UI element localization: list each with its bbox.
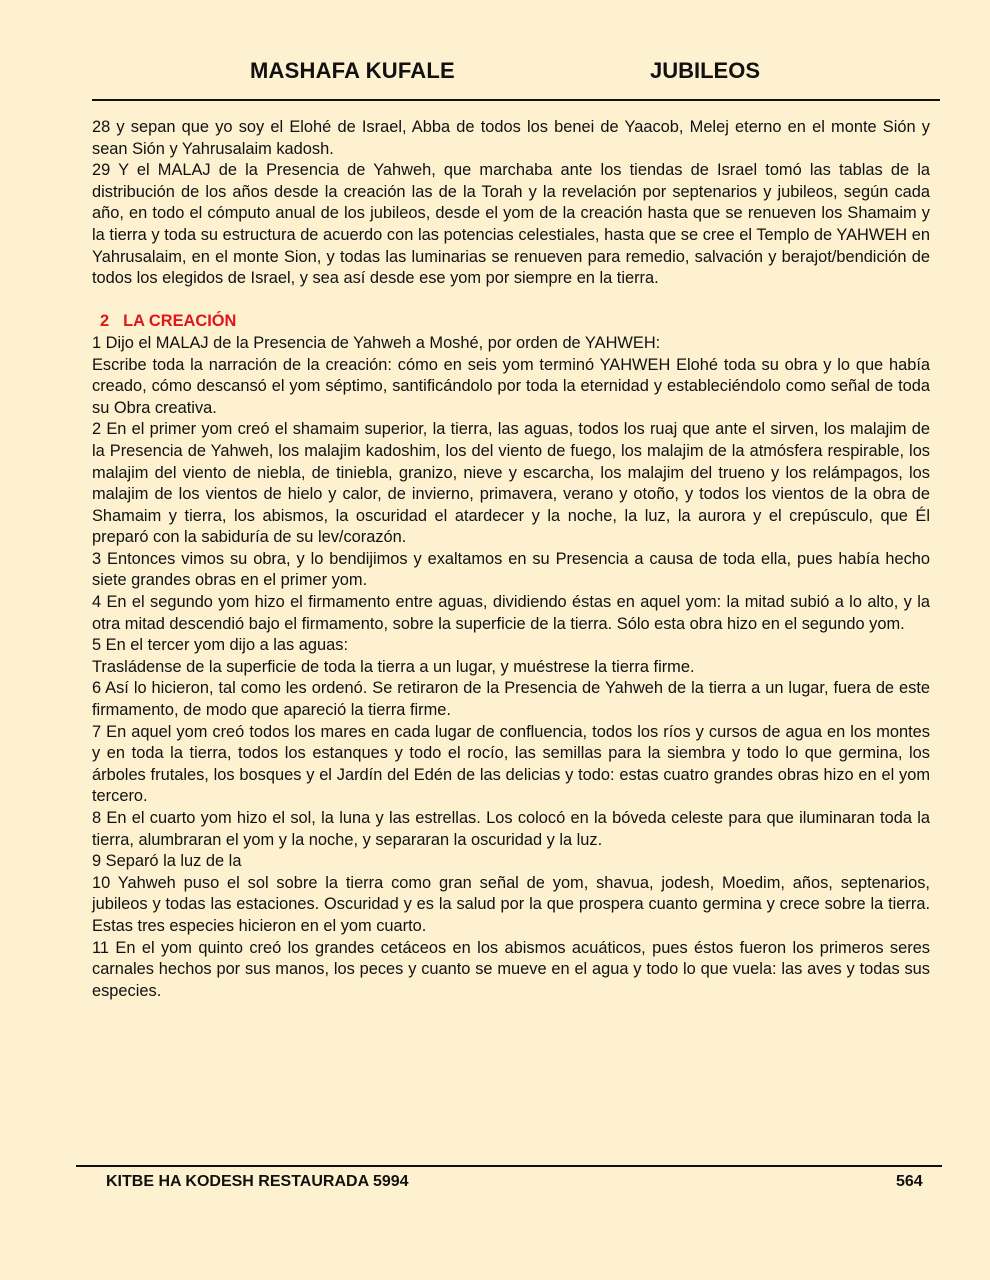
verse-paragraph: 8 En el cuarto yom hizo el sol, la luna y las estrellas. Los colocó en la bóveda celeste para que iluminaran toda la tierra, alumbraran el yom y la noche, y separaran la oscuridad y la luz. xyxy=(92,809,930,849)
footer-book-title: KITBE HA KODESH RESTAURADA 5994 xyxy=(106,1173,409,1190)
header-title-left: MASHAFA KUFALE xyxy=(250,58,455,83)
header-divider xyxy=(92,99,940,101)
verse-paragraph: 2 En el primer yom creó el shamaim superior, la tierra, las aguas, todos los ruaj que ante el sirven, los malajim de la Presencia de Yahweh, los malajim kadoshim, los del viento de fuego, los malajim de la atmósfera respirable, los malajim del viento de niebla, de tiniebla, granizo, nieve y escarcha, los malajim del trueno y los relámpagos, los malajim de los vientos de hielo y calor, de invierno, primavera, verano y otoño, y todos los vientos de la obra de Shamaim y tierra, los abismos, la oscuridad el atardecer y la noche, la luz, la aurora y el crepúsculo, que Él preparó con la sabiduría de su lev/corazón. xyxy=(92,420,930,547)
page-body xyxy=(92,117,930,1002)
paragraph-spacer xyxy=(92,290,930,312)
header-title-right: JUBILEOS xyxy=(650,58,761,83)
section-number: 2 xyxy=(100,312,110,331)
verse-paragraph: 3 Entonces vimos su obra, y lo bendijimos y exaltamos en su Presencia a causa de toda ella, pues había hecho siete grandes obras en el primer yom. xyxy=(92,549,930,590)
verse-paragraph: 10 Yahweh puso el sol sobre la tierra como gran señal de yom, shavua, jodesh, Moedim, años, septenarios, jubileos y todas las estaciones. Oscuridad y es la salud por la que prospera cuanto germina y crece sobre la tierra. Estas tres especies hicieron en el yom cuarto. xyxy=(92,873,930,935)
footer-divider xyxy=(76,1165,942,1167)
verse-paragraph: Escribe toda la narración de la creación: cómo en seis yom terminó YAHWEH Elohé toda su obra y lo que había creado, cómo descansó el yom séptimo, santificándolo por toda la eternidad y estableciéndolo como señal de toda su Obra creativa. xyxy=(92,355,930,417)
verse-paragraph: 5 En el tercer yom dijo a las aguas: xyxy=(92,636,349,655)
verse-paragraph: 11 En el yom quinto creó los grandes cetáceos en los abismos acuáticos, pues éstos fueron los primeros seres carnales hechos por sus manos, los peces y cuanto se mueve en el agua y todo lo que vuela: las aves y todas sus especies. xyxy=(92,938,930,1000)
verse-paragraph: 7 En aquel yom creó todos los mares en cada lugar de confluencia, todos los ríos y cursos de agua en los montes y en toda la tierra, todos los estanques y todo el rocío, las semillas para la siembra y todo lo que germina, los árboles frutales, los bosques y el Jardín del Edén de las delicias y todo: estas cuatro grandes obras hizo en el yom tercero. xyxy=(92,722,930,806)
page-header xyxy=(0,58,990,92)
verse-paragraph: 6 Así lo hicieron, tal como les ordenó. Se retiraron de la Presencia de Yahweh de la tierra a un lugar, fuera de este firmamento, de modo que apareció la tierra firme. xyxy=(92,679,930,720)
verse-paragraph: 1 Dijo el MALAJ de la Presencia de Yahweh a Moshé, por orden de YAHWEH: xyxy=(92,333,661,352)
section-heading xyxy=(92,311,930,333)
page-number: 564 xyxy=(896,1173,923,1190)
section-title: LA CREACIÓN xyxy=(123,312,237,331)
verse-paragraph: 28 y sepan que yo soy el Elohé de Israel, Abba de todos los benei de Yaacob, Melej eterno en el monte Sión y sean Sión y Yahrusalaim kadosh. xyxy=(92,118,930,158)
verse-paragraph: 9 Separó la luz de la xyxy=(92,852,242,871)
verse-paragraph: 29 Y el MALAJ de la Presencia de Yahweh, que marchaba ante los tiendas de Israel tomó las tablas de la distribución de los años desde la creación las de la Torah y la revelación por septenarios y jubileos, según cada año, en todo el cómputo anual de los jubileos, desde el yom de la creación hasta que se renueven los Shamaim y la tierra y toda su estructura de acuerdo con las potencias celestiales, hasta que se cree el Templo de YAHWEH en Yahrusalaim, en el monte Sion, y todas las luminarias se renueven para remedio, salvación y berajot/bendición de todos los elegidos de Israel, y sea así desde ese yom por siempre en la tierra. xyxy=(92,161,930,288)
verse-paragraph: 4 En el segundo yom hizo el firmamento entre aguas, dividiendo éstas en aquel yom: la mitad subió a lo alto, y la otra mitad descendió bajo el firmamento, sobre la superficie de la tierra. Sólo esta obra hizo en el segundo yom. xyxy=(92,593,930,633)
page-footer xyxy=(0,1173,990,1197)
verse-paragraph: Trasládense de la superficie de toda la tierra a un lugar, y muéstrese la tierra firme. xyxy=(92,657,695,676)
